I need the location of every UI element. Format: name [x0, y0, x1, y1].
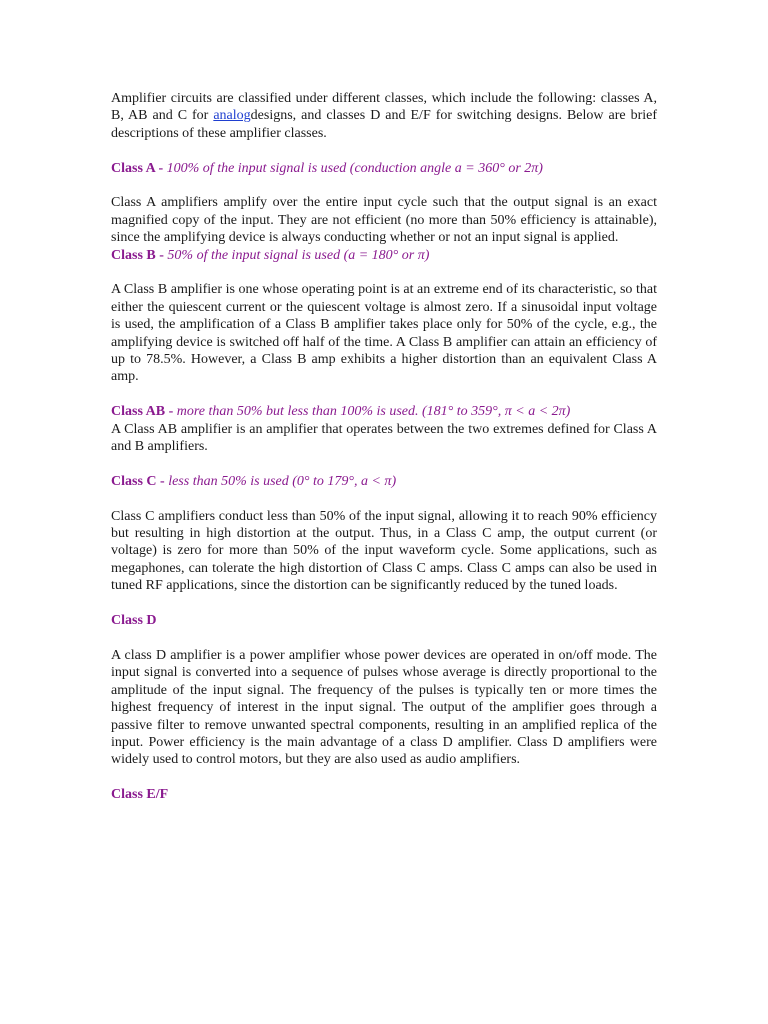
spacer [111, 455, 657, 472]
class-d-body: A class D amplifier is a power amplifier whose power devices are operated in on/off mode. The input signal is converted into a sequence of pulses whose average is directly proportional to the amplitude of the input signal. The frequency of the pulses is typically ten or more times the highest frequency of interest in the input signal. The output of the amplifier goes through a passive filter to remove unwanted spectral components, resulting in an amplified replica of the input. Power efficiency is the main advantage of a class D amplifier. Class D amplifiers were widely used to control motors, but they are also used as audio amplifiers. [111, 647, 657, 768]
intro-paragraph [111, 90, 657, 142]
class-c-body: Class C amplifiers conduct less than 50% of the input signal, allowing it to reach 90% efficiency but resulting in high distortion at the output. Thus, in a Class C amp, the output current (or voltage) is zero for more than 50% of the input waveform cycle. Some applications, such as megaphones, can tolerate the high distortion of Class C amps. Class C amps can also be used in tuned RF applications, since the distortion can be significantly reduced by the tuned loads. [111, 508, 657, 594]
class-a-title: Class A [111, 160, 155, 176]
intro-text-before-link: Amplifier circuits are classified under different classes, which include the following: classes A, B, AB and C for [111, 91, 657, 124]
spacer [111, 386, 657, 403]
spacer [111, 142, 657, 159]
class-d-heading [111, 612, 657, 629]
class-ef-heading [111, 786, 657, 803]
class-b-title: Class B [111, 247, 156, 263]
class-c-description: less than 50% is used (0° to 179°, a < π) [168, 473, 397, 489]
spacer [111, 264, 657, 281]
class-a-description: 100% of the input signal is used (conduction angle a = 360° or 2π) [166, 160, 543, 176]
spacer [111, 769, 657, 786]
class-a-body: Class A amplifiers amplify over the entire input cycle such that the output signal is an exact magnified copy of the input. They are not efficient (no more than 50% efficiency is attainable), since the amplifying device is always conducting whether or not an input signal is applied. [111, 195, 657, 246]
spacer [111, 490, 657, 507]
class-ab-title: Class AB [111, 404, 166, 420]
class-b-separator: - [155, 247, 168, 263]
class-a-separator: - [154, 160, 167, 176]
spacer [111, 629, 657, 646]
class-b-heading [111, 247, 657, 264]
document-page [111, 90, 657, 804]
class-b-description: 50% of the input signal is used (a = 180° or π) [167, 247, 430, 263]
class-ef-title: Class E/F [111, 787, 169, 803]
class-d-title: Class D [111, 613, 157, 629]
class-a-heading [111, 160, 657, 177]
spacer [111, 595, 657, 612]
class-c-separator: - [156, 473, 169, 489]
class-ab-separator: - [165, 404, 177, 420]
class-ab-heading [111, 403, 657, 420]
class-ab-description: more than 50% but less than 100% is used. (181° to 359°, π < a < 2π) [176, 404, 571, 420]
class-ab-body: A Class AB amplifier is an amplifier that operates between the two extremes defined for Class A and B amplifiers. [111, 421, 657, 455]
intro-text-after-link: designs, and classes D and E/F for switching designs. Below are brief descriptions of these amplifier classes. [111, 108, 657, 141]
spacer [111, 177, 657, 194]
class-c-title: Class C [111, 473, 157, 489]
analog-link[interactable]: analog [213, 108, 251, 124]
class-b-body: A Class B amplifier is one whose operating point is at an extreme end of its characteristic, so that either the quiescent current or the quiescent voltage is almost zero. If a sinusoidal input voltage is used, the amplification of a Class B amplifier takes place only for 50% of the cycle, e.g., the amplifying device is switched off half of the time. A Class B amplifier can attain an efficiency of up to 78.5%. However, a Class B amp exhibits a higher distortion than an equivalent Class A amp. [111, 282, 657, 385]
class-c-heading [111, 473, 657, 490]
